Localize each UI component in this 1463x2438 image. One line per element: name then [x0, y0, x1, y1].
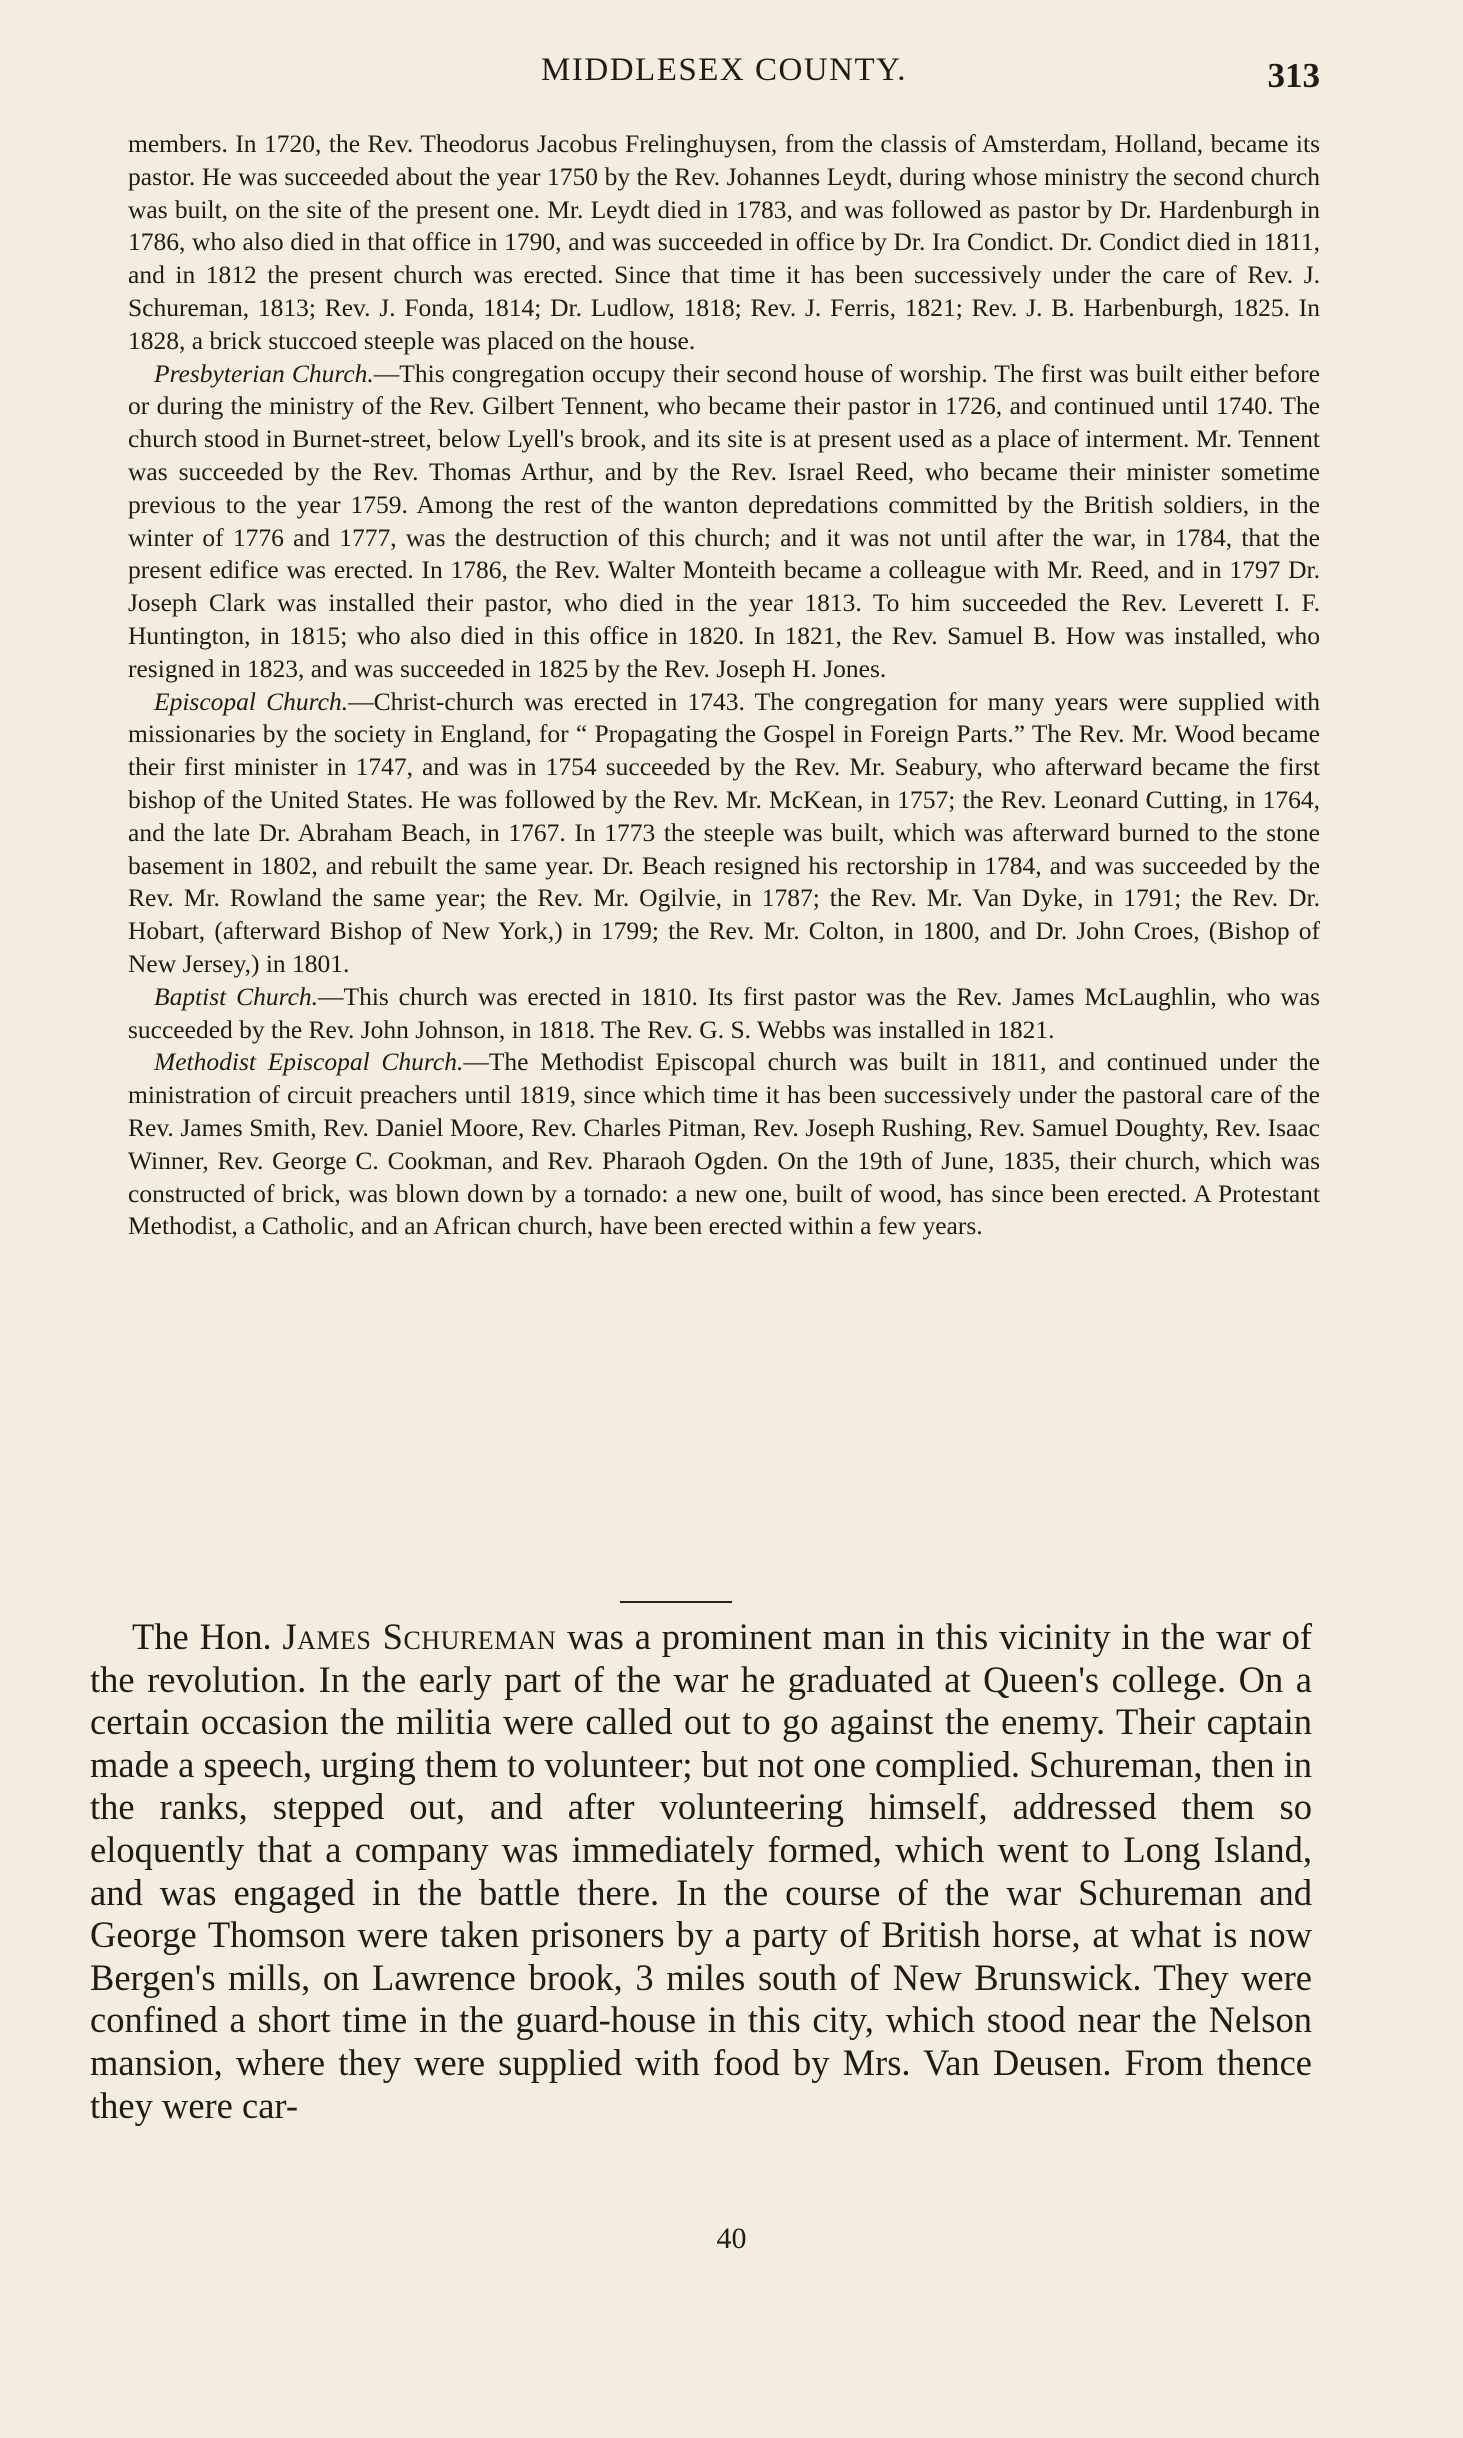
baptist-text: —This church was erected in 1810. Its first pastor was the Rev. James McLaughlin, who was succeeded by the Rev. John Johnson, in 1818. The Rev. G. S. Webbs was installed in 1821. — [128, 981, 1320, 1044]
signature-mark: 40 — [716, 2222, 747, 2255]
methodist-paragraph — [128, 1046, 1320, 1243]
methodist-title: Methodist Episcopal Church. — [154, 1047, 464, 1077]
dutch-church-text: members. In 1720, the Rev. Theodorus Jacobus Frelinghuysen, from the classis of Amsterdam, Holland, became its pastor. He was succeeded about the year 1750 by the Rev. Johannes Leydt, during whose ministry the second church was built, on the site of the present one. Mr. Leydt died in 1783, and was followed as pastor by Dr. Hardenburgh in 1786, who also died in that office in 1790, and was succeeded in office by Dr. Ira Condict. Dr. Condict died in 1811, and in 1812 the present church was erected. Since that time it has been successively under the care of Rev. J. Schureman, 1813; Rev. J. Fonda, 1814; Dr. Ludlow, 1818; Rev. J. Ferris, 1821; Rev. J. B. Harbenburgh, 1825. In 1828, a brick stuccoed steeple was placed on the house. — [128, 129, 1320, 355]
episcopal-title: Episcopal Church. — [154, 686, 349, 716]
episcopal-paragraph — [128, 686, 1320, 981]
presbyterian-text: —This congregation occupy their second house of worship. The first was built either before or during the ministry of the Rev. Gilbert Tennent, who became their pastor in 1726, and continued until 1740. The church stood in Burnet-street, below Lyell's brook, and its site is at present used as a place of interment. Mr. Tennent was succeeded by the Rev. Thomas Arthur, and by the Rev. Israel Reed, who became their minister sometime previous to the year 1759. Among the rest of the wanton depredations committed by the British soldiers, in the winter of 1776 and 1777, was the destruction of this church; and it was not until after the war, in 1784, that the present edifice was erected. In 1786, the Rev. Walter Monteith became a colleague with Mr. Reed, and in 1797 Dr. Joseph Clark was installed their pastor, who died in the year 1813. To him succeeded the Rev. Leverett I. F. Huntington, in 1815; who also died in this office in 1820. In 1821, the Rev. Samuel B. How was installed, who resigned in 1823, and was succeeded in 1825 by the Rev. Joseph H. Jones. — [128, 358, 1320, 683]
dutch-church-paragraph — [128, 128, 1320, 358]
section-divider — [620, 1601, 732, 1603]
schureman-section — [90, 1616, 1312, 2127]
schureman-name: James Schureman — [282, 1616, 557, 1657]
episcopal-text: —Christ-church was erected in 1743. The congregation for many years were supplied with missionaries by the society in England, for “ Propagating the Gospel in Foreign Parts.” The Rev. Mr. Wood became their first minister in 1747, and was in 1754 succeeded by the Rev. Mr. Seabury, who afterward became the first bishop of the United States. He was followed by the Rev. Mr. McKean, in 1757; the Rev. Leonard Cutting, in 1764, and the late Dr. Abraham Beach, in 1767. In 1773 the steeple was built, which was afterward burned to the stone basement in 1802, and rebuilt the same year. Dr. Beach resigned his rectorship in 1784, and was succeeded by the Rev. Mr. Rowland the same year; the Rev. Mr. Ogilvie, in 1787; the Rev. Mr. Van Dyke, in 1791; the Rev. Dr. Hobart, (afterward Bishop of New York,) in 1799; the Rev. Mr. Colton, in 1800, and Dr. John Croes, (Bishop of New Jersey,) in 1801. — [128, 686, 1320, 978]
schureman-lead: The Hon. — [132, 1616, 283, 1657]
presbyterian-title: Presbyterian Church. — [154, 358, 374, 388]
baptist-paragraph — [128, 981, 1320, 1047]
running-title: MIDDLESEX COUNTY. — [541, 52, 907, 88]
page-number: 313 — [1267, 56, 1320, 95]
methodist-text: —The Methodist Episcopal church was built in 1811, and continued under the ministration of circuit preachers until 1819, since which time it has been successively under the pastoral care of the Rev. James Smith, Rev. Daniel Moore, Rev. Charles Pitman, Rev. Joseph Rushing, Rev. Samuel Doughty, Rev. Isaac Winner, Rev. George C. Cookman, and Rev. Pharaoh Ogden. On the 19th of June, 1835, their church, which was constructed of brick, was blown down by a tornado: a new one, built of wood, has since been erected. A Protestant Methodist, a Catholic, and an African church, have been erected within a few years. — [128, 1047, 1320, 1241]
presbyterian-paragraph — [128, 358, 1320, 686]
schureman-text: was a prominent man in this vicinity in the war of the revolution. In the early part of the war he graduated at Queen's college. On a certain occasion the militia were called out to go against the enemy. Their captain made a speech, urging them to volunteer; but not one complied. Schureman, then in the ranks, stepped out, and after volunteering himself, addressed them so eloquently that a company was immediately formed, which went to Long Island, and was engaged in the battle there. In the course of the war Schureman and George Thomson were taken prisoners by a party of British horse, at what is now Bergen's mills, on Lawrence brook, 3 miles south of New Brunswick. They were confined a short time in the guard-house in this city, which stood near the Nelson mansion, where they were supplied with food by Mrs. Van Deusen. From thence they were car- — [90, 1616, 1313, 2126]
baptist-title: Baptist Church. — [154, 981, 319, 1011]
schureman-paragraph — [90, 1616, 1312, 2127]
page-header — [128, 44, 1320, 104]
churches-section — [128, 128, 1320, 1243]
